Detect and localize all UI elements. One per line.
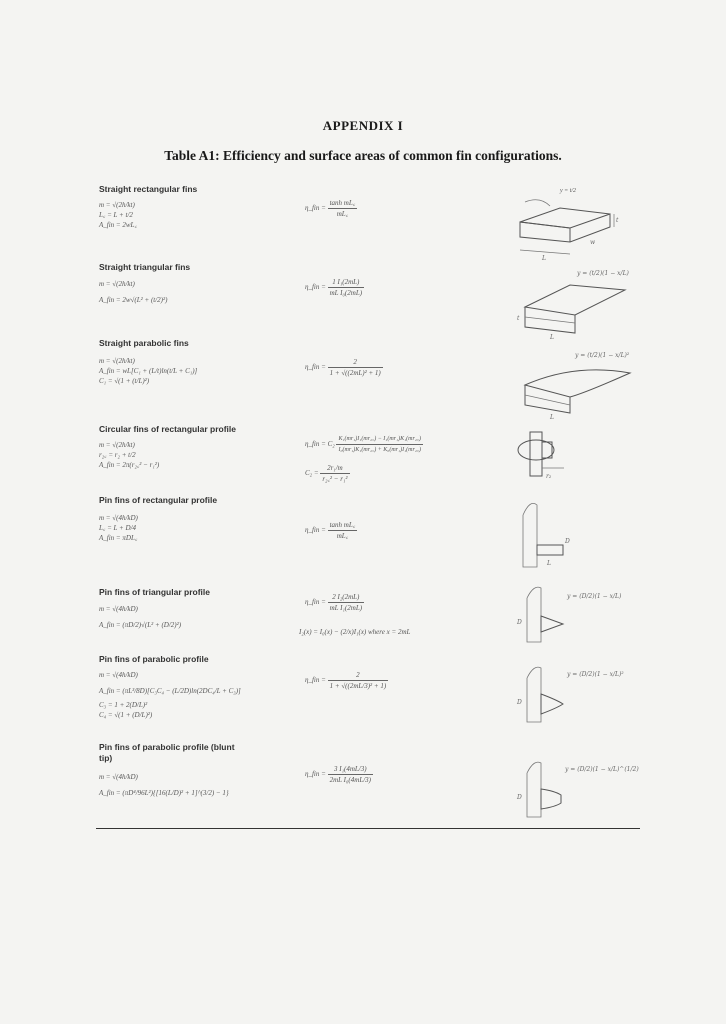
equations-pin-rectangular bbox=[99, 513, 138, 543]
coefficient-fraction bbox=[320, 463, 349, 484]
equation-line: A_fin = πDL꜀ bbox=[99, 534, 138, 542]
efficiency-denominator: 1 + √((2mL)² + 1) bbox=[329, 369, 381, 377]
svg-text:L: L bbox=[550, 414, 554, 420]
svg-text:D: D bbox=[565, 538, 570, 545]
efficiency-numerator: 2 bbox=[328, 357, 383, 368]
equation-line: m = √(4h/kD) bbox=[99, 514, 138, 522]
figure-circular-fin bbox=[512, 428, 572, 488]
figure-formula-label: y = (D/2)(1 − x/L)^(1/2) bbox=[565, 766, 639, 773]
figure-formula-label: y = (D/2)(1 − x/L)² bbox=[567, 671, 624, 678]
equations-pin-parabolic-blunt bbox=[99, 772, 229, 798]
svg-text:r₂: r₂ bbox=[546, 473, 552, 480]
efficiency-label: η_fin = bbox=[305, 526, 326, 535]
equation-line: m = √(4h/kD) bbox=[99, 671, 138, 679]
efficiency-denominator: I₀(mr₁)K₁(mr₂꜀) + K₀(mr₁)I₁(mr₂꜀) bbox=[338, 447, 421, 453]
efficiency-pin-parabolic-blunt bbox=[305, 764, 373, 785]
svg-text:D: D bbox=[517, 699, 522, 706]
equation-line: A_fin = wL[C₁ + (L/t)ln(t/L + C₁)] bbox=[99, 367, 198, 375]
efficiency-denominator: mL꜀ bbox=[336, 532, 349, 540]
equation-line: m = √(4h/kD) bbox=[99, 773, 138, 781]
section-title-pin-triangular: Pin fins of triangular profile bbox=[99, 587, 210, 597]
efficiency-label: η_fin = bbox=[305, 363, 326, 372]
section-title-pin-rectangular: Pin fins of rectangular profile bbox=[99, 495, 218, 505]
equation-line: C₄ = √(1 + (D/L)²) bbox=[99, 711, 153, 719]
section-title-straight-triangular: Straight triangular fins bbox=[99, 262, 191, 272]
efficiency-numerator: 1 I₁(2mL) bbox=[328, 277, 364, 288]
equation-line: m = √(2h/kt) bbox=[99, 357, 135, 365]
efficiency-fraction bbox=[328, 277, 364, 298]
efficiency-fraction bbox=[328, 520, 358, 541]
svg-text:L: L bbox=[547, 560, 551, 567]
section-title-pin-parabolic-blunt: Pin fins of parabolic profile (blunt tip) bbox=[99, 742, 235, 763]
efficiency-straight-rectangular bbox=[305, 198, 357, 219]
section-title-straight-rectangular: Straight rectangular fins bbox=[99, 184, 198, 194]
section-title-circular-rectangular: Circular fins of rectangular profile bbox=[99, 424, 236, 434]
efficiency-numerator: 2 bbox=[328, 670, 389, 681]
equations-straight-parabolic bbox=[99, 356, 197, 386]
coefficient-numerator: 2r₁/m bbox=[320, 463, 349, 474]
figure-formula-label: y = (t/2)(1 − x/L)² bbox=[575, 352, 630, 359]
figure-pin-parabolic-fin bbox=[515, 660, 645, 730]
appendix-title: APPENDIX I bbox=[322, 118, 404, 133]
bessel-relation: I₂(x) = I₀(x) − (2/x)I₁(x) where x = 2mL bbox=[299, 628, 411, 636]
equation-line: A_fin = (πD/2)√(L² + (D/2)²) bbox=[99, 621, 182, 629]
efficiency-denominator: mL I₀(2mL) bbox=[329, 289, 363, 297]
efficiency-pin-triangular bbox=[305, 592, 364, 613]
efficiency-fraction bbox=[328, 764, 373, 785]
efficiency-denominator: 1 + √((2mL/3)² + 1) bbox=[329, 682, 387, 690]
svg-text:L: L bbox=[542, 255, 546, 262]
equations-pin-triangular bbox=[99, 604, 181, 630]
efficiency-numerator: K₁(mr₁)I₁(mr₂꜀) − I₁(mr₁)K₁(mr₂꜀) bbox=[336, 434, 423, 445]
efficiency-denominator: mL I₁(2mL) bbox=[329, 604, 363, 612]
equation-line: m = √(2h/kt) bbox=[99, 201, 135, 209]
coefficient-label: C₂ = bbox=[305, 469, 319, 478]
efficiency-label: η_fin = C₂ bbox=[305, 440, 335, 449]
efficiency-label: η_fin = bbox=[305, 204, 326, 213]
figure-formula-label: y = (D/2)(1 − x/L) bbox=[567, 593, 622, 600]
efficiency-label: η_fin = bbox=[305, 283, 326, 292]
svg-text:D: D bbox=[517, 619, 522, 626]
equation-line: A_fin = (πL³/8D)[C₃C₄ − (L/2D)ln(2DC₄/L + C₃)] bbox=[99, 687, 241, 695]
efficiency-fraction bbox=[328, 357, 383, 378]
efficiency-numerator: tanh mL꜀ bbox=[329, 521, 356, 529]
efficiency-label: η_fin = bbox=[305, 598, 326, 607]
efficiency-fraction bbox=[328, 198, 358, 219]
efficiency-denominator: mL꜀ bbox=[336, 210, 349, 218]
equation-line: C₁ = √(1 + (t/L)²) bbox=[99, 377, 150, 385]
efficiency-numerator: tanh mL꜀ bbox=[329, 199, 356, 207]
figure-pin-rectangular-fin bbox=[515, 495, 575, 575]
equation-line: r₂꜀ = r₂ + t/2 bbox=[99, 451, 136, 459]
equation-line: m = √(2h/kt) bbox=[99, 280, 135, 288]
equations-straight-triangular bbox=[99, 279, 167, 305]
figure-formula-label: y = (t/2)(1 − x/L) bbox=[577, 270, 629, 277]
equation-line: A_fin = 2wL꜀ bbox=[99, 221, 137, 229]
svg-text:t: t bbox=[517, 315, 520, 322]
efficiency-numerator: 2 I₂(2mL) bbox=[328, 592, 364, 603]
efficiency-fraction bbox=[328, 670, 389, 691]
efficiency-straight-triangular bbox=[305, 277, 364, 298]
efficiency-fraction bbox=[336, 434, 423, 455]
equation-line: m = √(4h/kD) bbox=[99, 605, 138, 613]
svg-text:w: w bbox=[590, 239, 596, 246]
equation-line: A_fin = 2w√(L² + (t/2)²) bbox=[99, 296, 168, 304]
figure-straight-parabolic-fin bbox=[515, 345, 645, 420]
table-title: Table A1: Efficiency and surface areas of common fin configurations. bbox=[164, 148, 562, 163]
figure-straight-rectangular-fin bbox=[510, 192, 620, 262]
equation-line: A_fin = (πD⁴/96L²){[16(L/D)² + 1]^(3/2) − 1} bbox=[99, 789, 229, 797]
coefficient-denominator: r₂꜀² − r₁² bbox=[322, 475, 348, 483]
efficiency-numerator: 3 I₁(4mL/3) bbox=[328, 764, 373, 775]
equation-line: C₃ = 1 + 2(D/L)² bbox=[99, 701, 148, 709]
efficiency-label: η_fin = bbox=[305, 770, 326, 779]
equation-line: L꜀ = L + D/4 bbox=[99, 524, 137, 532]
svg-text:D: D bbox=[517, 794, 522, 801]
section-title-pin-parabolic: Pin fins of parabolic profile bbox=[99, 654, 209, 664]
efficiency-fraction bbox=[328, 592, 364, 613]
efficiency-pin-parabolic bbox=[305, 670, 388, 691]
bottom-rule bbox=[96, 828, 640, 829]
efficiency-straight-parabolic bbox=[305, 357, 383, 378]
equations-circular-rectangular bbox=[99, 440, 159, 470]
figure-pin-parabolic-blunt-fin bbox=[515, 755, 645, 825]
equation-line: L꜀ = L + t/2 bbox=[99, 211, 133, 219]
figure-formula-rect: y = t/2 bbox=[560, 188, 577, 194]
efficiency-label: η_fin = bbox=[305, 676, 326, 685]
efficiency-circular-rectangular bbox=[305, 434, 423, 484]
equation-line: m = √(2h/kt) bbox=[99, 441, 135, 449]
efficiency-denominator: 2mL I₀(4mL/3) bbox=[329, 776, 371, 784]
section-title-straight-parabolic: Straight parabolic fins bbox=[99, 338, 189, 348]
figure-pin-triangular-fin bbox=[515, 580, 645, 650]
efficiency-pin-rectangular bbox=[305, 520, 357, 541]
equations-pin-parabolic bbox=[99, 670, 241, 720]
svg-text:L: L bbox=[550, 334, 554, 340]
equation-line: A_fin = 2π(r₂꜀² − r₁²) bbox=[99, 461, 160, 469]
svg-text:t: t bbox=[616, 217, 619, 224]
equations-straight-rectangular bbox=[99, 200, 137, 230]
figure-straight-triangular-fin bbox=[515, 265, 645, 340]
